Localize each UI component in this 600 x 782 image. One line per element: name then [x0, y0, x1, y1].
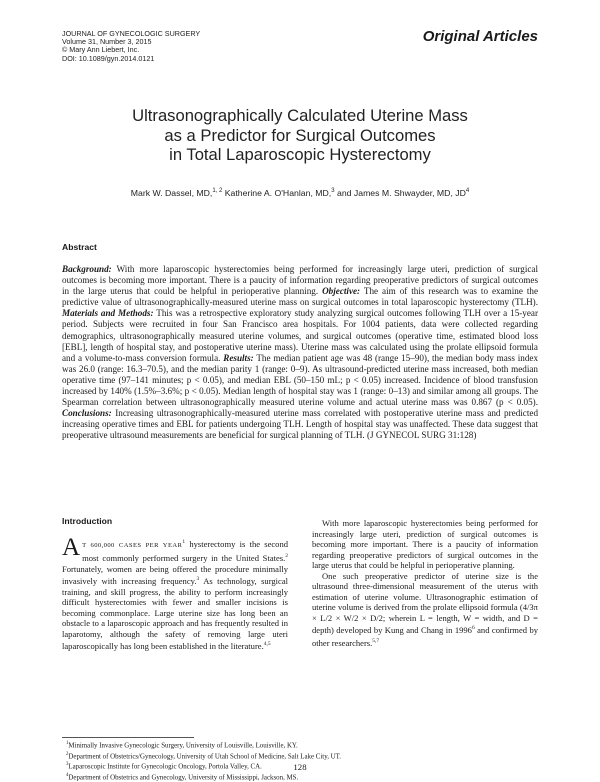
citation: 4,5: [263, 641, 271, 648]
results-label: Results:: [223, 352, 254, 363]
journal-name: JOURNAL OF GYNECOLOGIC SURGERY: [62, 29, 201, 38]
author-name: Mark W. Dassel, MD,: [130, 188, 213, 198]
footnote: [66, 740, 341, 751]
paragraph-text: One such preoperative predictor of uterine size is the ultrasound three-dimensional measurement of the uterus with estimation of uterine volume. Ultrasonographic estimation of uterine volume is derived from the prolate ellipsoid formula (4/3π × L/2 × W/2 × D/2; wherein L = length, W = width, and D = depth) developed by Kung and Chang in 1996: [312, 570, 538, 636]
citation: 5,7: [372, 637, 380, 644]
footnote: [66, 751, 341, 762]
footnote-number: 1: [66, 741, 69, 746]
objective-text: The aim of this research was to examine the predictive value of ultrasonographically-measured uterine mass on surgical outcomes in total laparoscopic hysterectomy (TLH).: [62, 286, 539, 308]
citation: 6: [471, 625, 475, 632]
abstract-body: [62, 264, 538, 442]
paragraph-text: and confirmed by other researchers.: [312, 625, 538, 648]
paragraph-text: Fortunately, women are being offered the procedure minimally invasively with increasing frequency.: [62, 563, 288, 587]
author-name: and James M. Shwayder, MD, JD: [336, 188, 466, 198]
conclusions-label: Conclusions:: [62, 408, 112, 419]
title-line-1: Ultrasonographically Calculated Uterine Mass: [132, 106, 468, 125]
author-affiliation: 4: [465, 188, 470, 195]
methods-label: Materials and Methods:: [62, 308, 154, 319]
footnote-number: 3: [66, 762, 69, 768]
small-caps-lead: T 600,000 CASES PER YEAR: [82, 541, 183, 549]
page-number: 128: [293, 762, 307, 772]
author-affiliation: 1, 2: [212, 188, 223, 195]
footnote-text: Laparoscopic Institute for Gynecologic Oncology, Portola Valley, CA.: [68, 763, 262, 771]
introduction-heading: Introduction: [62, 516, 113, 526]
footnote-text: Department of Obstetrics and Gynecology, University of Mississippi, Jackson, MS.: [68, 774, 299, 782]
journal-info: [62, 30, 200, 63]
footnote: [66, 772, 341, 782]
intro-paragraph-2: With more laparoscopic hysterectomies being performed for increasingly large uteri, prediction of surgical outcomes is becoming more important. There is a paucity of information regarding preoperative predictors of surgical outcomes in the large uterus that could be helpful in perioperative planning.: [312, 518, 538, 571]
author-name: Katherine A. O'Hanlan, MD,: [224, 188, 332, 198]
background-label: Background:: [62, 264, 112, 274]
conclusions-text: Increasing ultrasonographically-measured uterine mass correlated with postoperative uterine mass and predicted increasing operative times and EBL for patients undergoing TLH. Length of hospital stay was unaffected. These data suggest that preoperative ultrasound measurements are beneficial for surgical planning of TLH. (J GYNECOL SURG 31:128): [62, 408, 539, 441]
objective-label: Objective:: [322, 286, 361, 297]
section-label: Original Articles: [422, 28, 538, 45]
footnote-text: Minimally Invasive Gynecologic Surgery, University of Louisville, Louisville, KY.: [68, 742, 298, 750]
journal-volume: Volume 31, Number 3, 2015: [62, 37, 152, 47]
title-line-3: in Total Laparoscopic Hysterectomy: [169, 145, 431, 164]
intro-paragraph-3: [312, 571, 538, 649]
journal-doi: DOI: 10.1089/gyn.2014.0121: [62, 53, 155, 63]
journal-copyright: © Mary Ann Liebert, Inc.: [62, 45, 140, 55]
background-text: With more laparoscopic hysterectomies being performed for increasingly large uteri, prediction of surgical outcomes is becoming more important. There is a paucity of information regarding preoperative predictors of surgical outcomes in the large uterus that could be helpful in perioperative planning.: [62, 264, 538, 297]
title-line-2: as a Predictor for Surgical Outcomes: [164, 125, 436, 145]
footnote-number: 4: [66, 772, 69, 778]
results-text: The median patient age was 48 (range 15–90), the median body mass index was 26.0 (range: 16.3–70.5), and the median parity 1 (range: 0–9). As ultrasound-predicted uterine mass increased, both median operative time (97–141 minutes; p < 0.05), and median EBL (50–150 mL; p < 0.05) increased. Incidence of blood transfusion increased by 140% (1.5%–3.6%; p < 0.05). Median length of hospital stay was 1 (range: 0–13) and similar among all groups. The Spearman correlation between ultrasonographically measured uterine volume and actual uterine mass was 0.867 (p < 0.05).: [62, 352, 539, 408]
paragraph-text: hysterectomy is the second most commonly performed surgery in the United States.: [82, 538, 288, 564]
right-column: [312, 518, 538, 648]
footnote-text: Department of Obstetrics/Gynecology, University of Utah School of Medicine, Salt Lake City, UT.: [68, 752, 342, 760]
abstract-heading: Abstract: [62, 242, 97, 252]
intro-paragraph-1: [62, 534, 288, 652]
paragraph-text: As technology, surgical training, and skill progress, the ability to perform increasingly difficult hysterectomies with fewer and smaller incisions is becoming commonplace. Large uterine size has long been an obstacle to a laparoscopic approach and has frequently resulted in laparotomy, although the safety of removing large uteri laparoscopically has long been established in the literature.: [62, 576, 288, 652]
citation: 2: [285, 553, 288, 560]
left-column: [62, 534, 288, 652]
author-list: [62, 188, 538, 198]
article-title: [62, 106, 538, 165]
methods-text: This was a retrospective exploratory study analyzing surgical outcomes following TLH over a 15-year period. Subjects were recruited in four San Francisco area hospitals. For 1004 patients, data were collected regarding demographics, ultrasonographically measured uterine volumes, and surgical outcomes (operative time, estimated blood loss [EBL], length of hospital stay, and postoperative uterine mass). Uterine mass was calculated using the prolate ellipsoid formula and a volume-to-mass conversion formula.: [62, 308, 538, 363]
drop-cap: A: [62, 534, 81, 561]
citation: 3: [196, 576, 200, 583]
footnote-number: 2: [66, 751, 69, 757]
author-affiliation: 3: [331, 188, 335, 195]
citation: 1: [182, 539, 186, 545]
footnote-divider: [62, 737, 194, 738]
